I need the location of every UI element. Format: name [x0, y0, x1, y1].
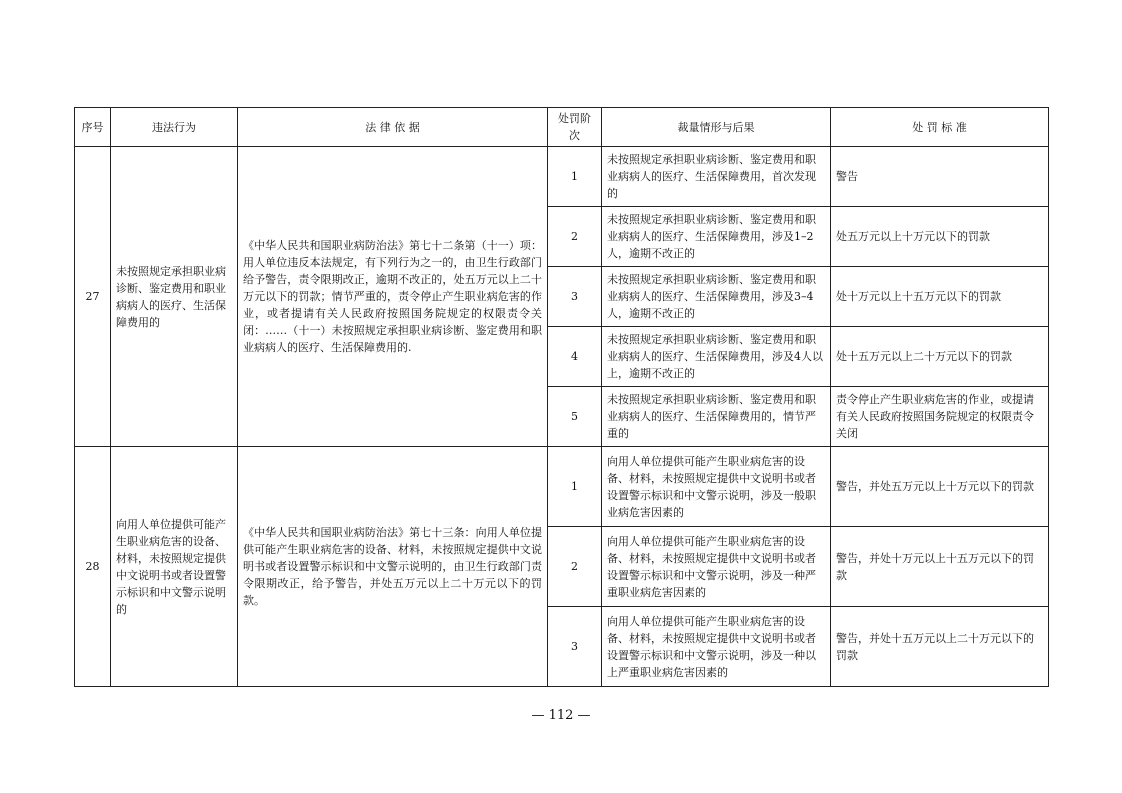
level-standard: 处五万元以上十万元以下的罚款: [831, 207, 1049, 267]
level-standard: 处十万元以上十五万元以下的罚款: [831, 267, 1049, 327]
table-row: [75, 147, 1049, 207]
row-violation: 向用人单位提供可能产生职业病危害的设备、材料，未按照规定提供中文说明书或者设置警示标识和中文警示说明的: [111, 447, 238, 687]
penalty-table: [74, 107, 1049, 687]
level-circumstance: 向用人单位提供可能产生职业病危害的设备、材料，未按照规定提供中文说明书或者设置警示标识和中文警示说明，涉及一般职业病危害因素的: [602, 447, 831, 527]
level-standard: 警告: [831, 147, 1049, 207]
level-number: 2: [548, 207, 602, 267]
row-seq: 28: [75, 447, 111, 687]
header-legal-basis: 法 律 依 据: [238, 108, 548, 147]
level-circumstance: 未按照规定承担职业病诊断、鉴定费用和职业病病人的医疗、生活保障费用，涉及4人以上，逾期不改正的: [602, 327, 831, 387]
table-body: [75, 147, 1049, 687]
header-violation: 违法行为: [111, 108, 238, 147]
level-circumstance: 向用人单位提供可能产生职业病危害的设备、材料，未按照规定提供中文说明书或者设置警示标识和中文警示说明，涉及一种严重职业病危害因素的: [602, 527, 831, 607]
row-legal-basis: 《中华人民共和国职业病防治法》第七十三条：向用人单位提供可能产生职业病危害的设备、材料，未按照规定提供中文说明书或者设置警示标识和中文警示说明的，由卫生行政部门责令限期改正，给予警告，并处五万元以上二十万元以下的罚款。: [238, 447, 548, 687]
level-circumstance: 未按照规定承担职业病诊断、鉴定费用和职业病病人的医疗、生活保障费用，涉及3–4人，逾期不改正的: [602, 267, 831, 327]
level-number: 3: [548, 267, 602, 327]
level-number: 1: [548, 447, 602, 527]
level-number: 4: [548, 327, 602, 387]
level-standard: 警告，并处十万元以上十五万元以下的罚款: [831, 527, 1049, 607]
table-row: [75, 447, 1049, 527]
level-standard: 责令停止产生职业病危害的作业，或提请有关人民政府按照国务院规定的权限责令关闭: [831, 387, 1049, 447]
header-penalty-level: 处罚阶次: [548, 108, 602, 147]
level-standard: 处十五万元以上二十万元以下的罚款: [831, 327, 1049, 387]
level-circumstance: 向用人单位提供可能产生职业病危害的设备、材料，未按照规定提供中文说明书或者设置警示标识和中文警示说明，涉及一种以上严重职业病危害因素的: [602, 607, 831, 687]
header-circumstances: 裁量情形与后果: [602, 108, 831, 147]
level-standard: 警告，并处十五万元以上二十万元以下的罚款: [831, 607, 1049, 687]
level-circumstance: 未按照规定承担职业病诊断、鉴定费用和职业病病人的医疗、生活保障费用，涉及1–2人，逾期不改正的: [602, 207, 831, 267]
level-number: 3: [548, 607, 602, 687]
row-legal-basis: 《中华人民共和国职业病防治法》第七十二条第（十一）项：用人单位违反本法规定，有下列行为之一的，由卫生行政部门给予警告，责令限期改正，逾期不改正的，处五万元以上二十万元以下的罚款；情节严重的，责令停止产生职业病危害的作业，或者提请有关人民政府按照国务院规定的权限责令关闭：……（十一）未按照规定承担职业病诊断、鉴定费用和职业病病人的医疗、生活保障费用的.: [238, 147, 548, 447]
level-circumstance: 未按照规定承担职业病诊断、鉴定费用和职业病病人的医疗、生活保障费用的，情节严重的: [602, 387, 831, 447]
header-penalty-standard: 处 罚 标 准: [831, 108, 1049, 147]
row-seq: 27: [75, 147, 111, 447]
header-seq: 序号: [75, 108, 111, 147]
table-header: [75, 108, 1049, 147]
page-number: — 112 —: [531, 708, 591, 723]
level-circumstance: 未按照规定承担职业病诊断、鉴定费用和职业病病人的医疗、生活保障费用，首次发现的: [602, 147, 831, 207]
level-number: 1: [548, 147, 602, 207]
level-number: 5: [548, 387, 602, 447]
level-standard: 警告，并处五万元以上十万元以下的罚款: [831, 447, 1049, 527]
level-number: 2: [548, 527, 602, 607]
row-violation: 未按照规定承担职业病诊断、鉴定费用和职业病病人的医疗、生活保障费用的: [111, 147, 238, 447]
